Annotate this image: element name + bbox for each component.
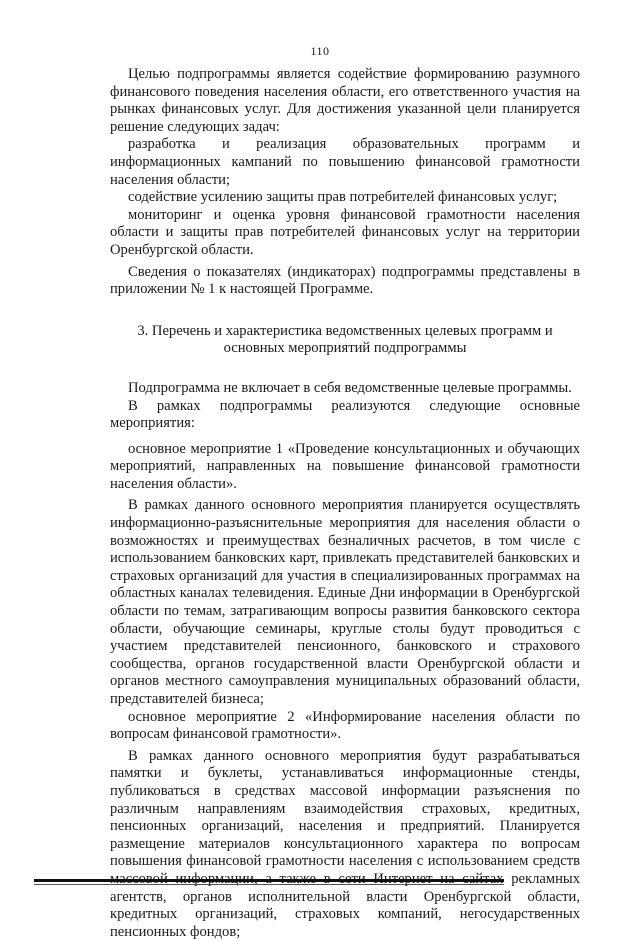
paragraph-activity-1-details: В рамках данного основного мероприятия планируется осуществлять информационно-разъяснительные мероприятия для населения области о возможностях и преимуществах безналичных расчетов, в том числе с использованием банковских карт, привлекать представителей банковских и страховых организаций для участия в специализированных программах на областных каналах телевидения. Единые Дни информации в Оренбургской области по темам, затрагивающим вопросы развития банковского сектора области, обучающие семинары, круглые столы будут проводиться с участием представителей пенсионного, банковского и страхового сообщества, органов государственной власти Оренбургской области и органов местного самоуправления муниципальных образований области, представителей бизнеса; bbox=[110, 497, 580, 707]
bottom-rule bbox=[34, 879, 504, 882]
bottom-rule-thin bbox=[34, 884, 504, 885]
paragraph-goal: Целью подпрограммы является содействие формированию разумного финансового поведения населения области, его ответственного участия на рынках финансовых услуг. Для достижения указанной цели планируется решение следующих задач: bbox=[110, 66, 580, 135]
section-heading-line-2: основных мероприятий подпрограммы bbox=[223, 340, 467, 357]
document-body bbox=[110, 66, 580, 941]
section-heading-line-1: 3. Перечень и характеристика ведомственных целевых программ и bbox=[137, 322, 553, 339]
paragraph-task-2: содействие усилению защиты прав потребителей финансовых услуг; bbox=[128, 189, 558, 206]
paragraph-task-3: мониторинг и оценка уровня финансовой грамотности населения области и защиты прав потребителей финансовых услуг на территории Оренбургской области. bbox=[110, 206, 580, 258]
paragraph-activity-1: основное мероприятие 1 «Проведение консультационных и обучающих мероприятий, направленных на повышение финансовой грамотности населения области». bbox=[110, 440, 580, 492]
paragraph-no-programs: Подпрограмма не включает в себя ведомственные целевые программы. bbox=[128, 379, 572, 396]
paragraph-activity-2-details: В рамках данного основного мероприятия будут разрабатываться памятки и буклеты, устанавливаться информационные стенды, публиковаться в средствах массовой информации разъяснения по различным направлениям взаимодействия страховых, кредитных, пенсионных организаций, населения и предприятий. Планируется размещение материалов консультационного характера по вопросам повышения финансовой грамотности населения с использованием средств массовой информации, а также в сети Интернет на сайтах рекламных агентств, органов исполнительной власти Оренбургской области, кредитных организаций, страховых компаний, негосударственных пенсионных фондов; bbox=[110, 747, 580, 940]
paragraph-activities-intro: В рамках подпрограммы реализуются следующие основные мероприятия: bbox=[110, 397, 580, 432]
section-heading bbox=[110, 323, 580, 358]
paragraph-task-1: разработка и реализация образовательных программ и информационных кампаний по повышению финансовой грамотности населения области; bbox=[110, 136, 580, 188]
paragraph-indicators: Сведения о показателях (индикаторах) подпрограммы представлены в приложении № 1 к настоящей Программе. bbox=[110, 263, 580, 298]
page-number: 110 bbox=[310, 44, 330, 58]
paragraph-activity-2: основное мероприятие 2 «Информирование населения области по вопросам финансовой грамотности». bbox=[110, 708, 580, 743]
